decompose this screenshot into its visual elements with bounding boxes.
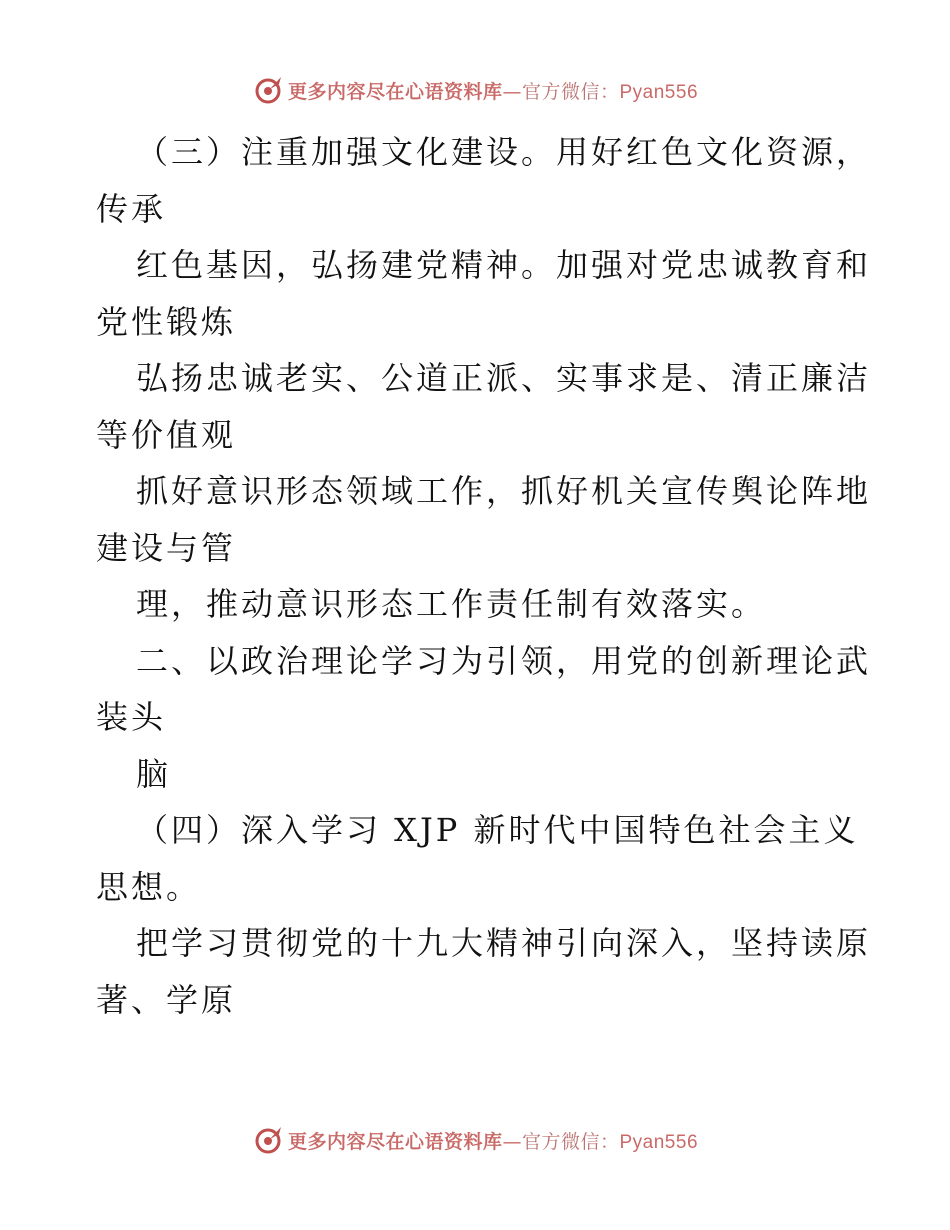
- header-wechat-handle: Pyan556: [619, 81, 699, 103]
- footer-watermark-banner: [0, 1120, 950, 1160]
- text-line: 著、学原: [96, 980, 237, 1019]
- header-wechat-label: 官方微信：: [521, 80, 620, 103]
- text-line: 党性锻炼: [96, 302, 237, 341]
- header-watermark-banner: [0, 70, 950, 110]
- text-line: 抓好意识形态领域工作，抓好机关宣传舆论阵地: [136, 472, 872, 510]
- footer-wechat-label: 官方微信：: [521, 1130, 620, 1153]
- section-heading-continued: 装头: [96, 698, 167, 736]
- section-heading-continued: 脑: [136, 754, 172, 793]
- document-body: [96, 124, 872, 1028]
- text-line: 等价值观: [96, 415, 237, 454]
- text-line: 理，推动意识形态工作责任制有效落实。: [136, 585, 767, 623]
- text-line: 传承: [96, 189, 167, 228]
- quill-logo-icon: [252, 74, 284, 106]
- footer-wechat-handle: Pyan556: [619, 1131, 699, 1153]
- subsection-heading: （四）深入学习 XJP 新时代中国特色社会主义: [136, 811, 859, 849]
- text-line: 建设与管: [96, 528, 237, 567]
- footer-watermark-text: [288, 1127, 698, 1154]
- quill-logo-icon: [252, 1124, 284, 1156]
- header-watermark-text: [288, 77, 698, 104]
- text-line: 把学习贯彻党的十九大精神引向深入，坚持读原: [136, 924, 872, 962]
- header-brand: 更多内容尽在心语资料库: [287, 80, 503, 103]
- header-separator: —: [502, 80, 522, 103]
- text-line: （三）注重加强文化建设。用好红色文化资源，: [136, 133, 872, 171]
- text-line: 思想。: [96, 867, 202, 906]
- text-line: 弘扬忠诚老实、公道正派、实事求是、清正廉洁: [136, 359, 872, 397]
- footer-brand: 更多内容尽在心语资料库: [287, 1130, 503, 1153]
- footer-separator: —: [502, 1130, 522, 1153]
- text-line: 红色基因，弘扬建党精神。加强对党忠诚教育和: [136, 246, 872, 284]
- section-heading: 二、以政治理论学习为引领，用党的创新理论武: [136, 641, 872, 680]
